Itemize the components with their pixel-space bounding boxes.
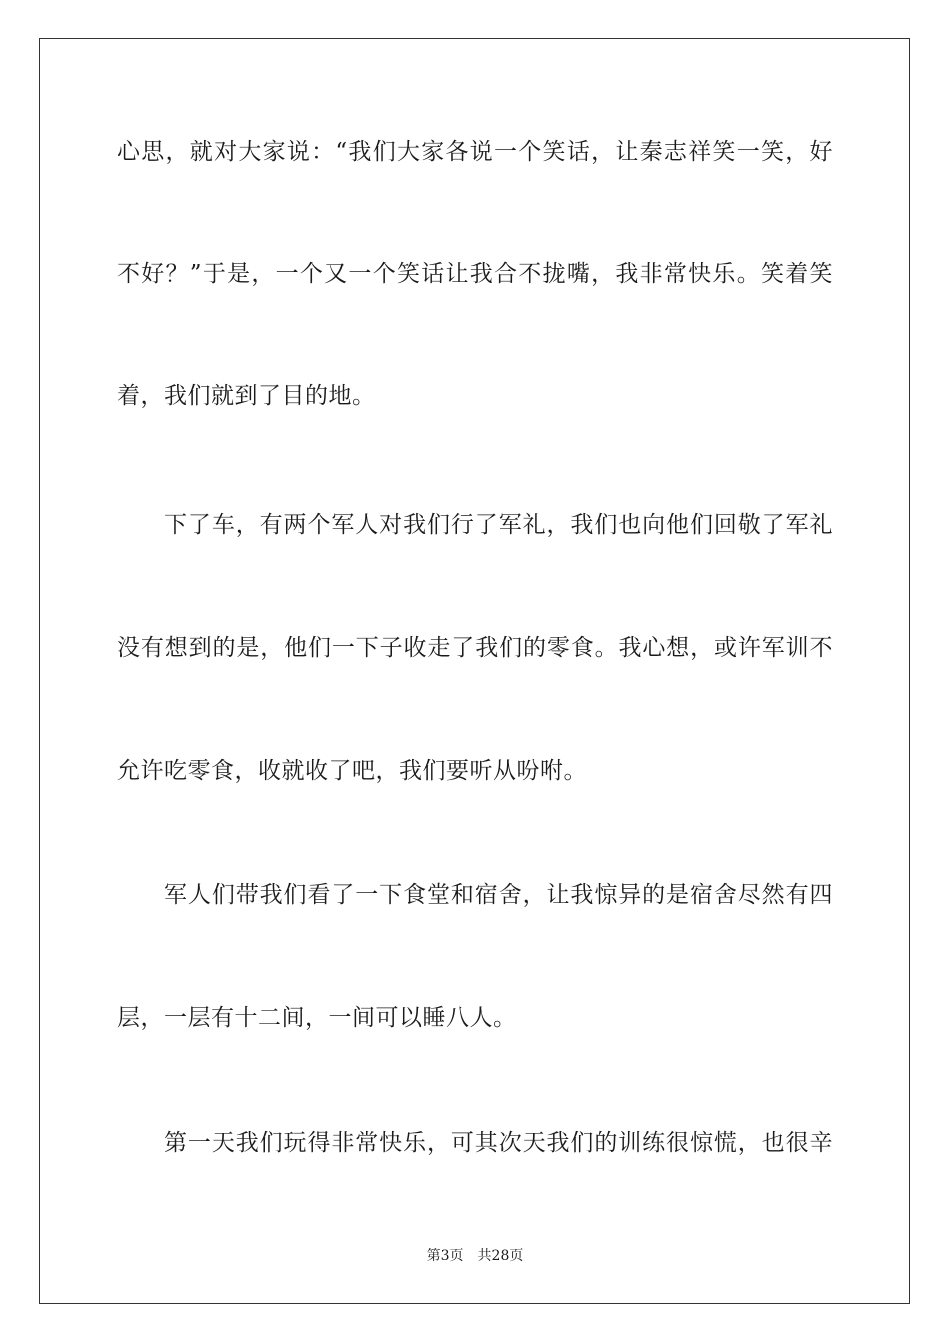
paragraph-line-1: 心思，就对大家说：“我们大家各说一个笑话，让秦志祥笑一笑，好: [117, 139, 833, 165]
page-border: [39, 38, 910, 1304]
paragraph-line-3: 着，我们就到了目的地。: [117, 383, 376, 409]
page-number: 第3页: [426, 1248, 464, 1264]
page-total: 共28页: [477, 1248, 524, 1264]
paragraph-line-8: 层，一层有十二间，一间可以睡八人。: [117, 1005, 517, 1031]
paragraph-line-7: 军人们带我们看了一下食堂和宿舍，让我惊异的是宿舍尽然有四: [164, 882, 833, 908]
paragraph-line-2: 不好？”于是，一个又一个笑话让我合不拢嘴，我非常快乐。笑着笑: [117, 261, 833, 287]
paragraph-line-4: 下了车，有两个军人对我们行了军礼，我们也向他们回敬了军礼: [164, 512, 833, 538]
page-footer: [0, 1247, 950, 1265]
paragraph-line-9: 第一天我们玩得非常快乐，可其次天我们的训练很惊慌，也很辛: [164, 1130, 833, 1156]
paragraph-line-5: 没有想到的是，他们一下子收走了我们的零食。我心想，或许军训不: [117, 635, 833, 661]
paragraph-line-6: 允许吃零食，收就收了吧，我们要听从吩咐。: [117, 758, 587, 784]
